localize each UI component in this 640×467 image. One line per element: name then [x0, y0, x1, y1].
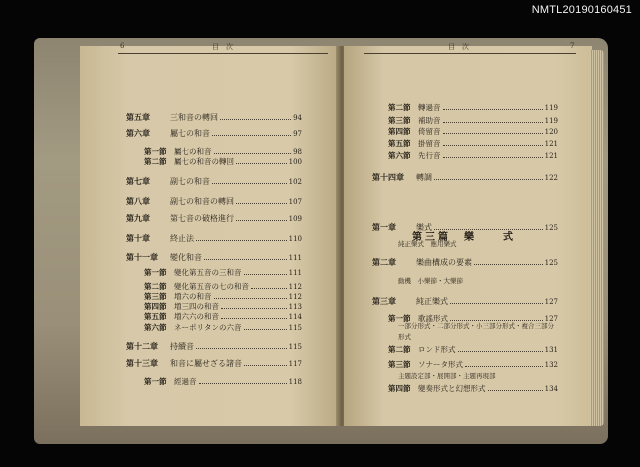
toc-page-number: 125 — [544, 224, 558, 232]
toc-title: 掛留音 — [418, 139, 441, 148]
toc-title: 純正樂式 — [416, 297, 448, 306]
toc-leader-dots — [443, 121, 543, 123]
toc-title: 樂曲構成の要素 — [416, 258, 472, 267]
toc-section-row[interactable] — [388, 138, 558, 149]
right-page-number: 7 — [570, 42, 575, 50]
toc-title: ネーポリタンの六音 — [174, 323, 242, 332]
toc-leader-dots — [251, 287, 287, 289]
toc-label: 第六章 — [126, 128, 150, 138]
toc-title: 持續音 — [170, 342, 194, 351]
toc-page-number: 111 — [288, 254, 302, 262]
toc-label: 第一節 — [144, 268, 167, 277]
toc-title: ソナータ形式 — [418, 360, 463, 369]
toc-label: 第十二章 — [126, 341, 158, 351]
toc-leader-dots — [488, 389, 543, 391]
toc-title: 轉調 — [416, 173, 432, 182]
toc-leader-dots — [434, 228, 543, 230]
toc-page-number: 110 — [288, 235, 302, 243]
toc-section-row[interactable] — [144, 322, 302, 333]
toc-leader-dots — [450, 302, 543, 304]
toc-chapter-row[interactable] — [372, 222, 558, 233]
toc-page-number: 113 — [288, 303, 302, 311]
toc-label: 第一節 — [144, 377, 167, 386]
toc-label: 第四節 — [388, 384, 411, 393]
toc-leader-dots — [212, 134, 291, 136]
toc-leader-dots — [220, 118, 291, 120]
left-page-number: 6 — [120, 42, 125, 50]
toc-section-row[interactable] — [388, 383, 558, 394]
toc-chapter-row[interactable] — [126, 341, 302, 352]
toc-page-number: 121 — [544, 140, 558, 148]
toc-label: 第一節 — [388, 314, 411, 323]
toc-section-row[interactable] — [144, 156, 302, 167]
toc-page-number: 97 — [293, 130, 302, 138]
toc-leader-dots — [236, 162, 287, 164]
toc-title: 屬七の和音 — [174, 147, 212, 156]
toc-page-number: 118 — [288, 378, 302, 386]
right-header-rule — [364, 53, 576, 54]
toc-label: 第一章 — [372, 222, 396, 232]
toc-title: 屬七の和音の轉回 — [174, 157, 234, 166]
toc-section-row[interactable] — [144, 376, 302, 387]
toc-leader-dots — [443, 144, 543, 146]
toc-label: 第五節 — [388, 139, 411, 148]
toc-page-number: 119 — [544, 117, 558, 125]
toc-chapter-row[interactable] — [372, 296, 558, 307]
toc-chapter-row[interactable] — [126, 252, 302, 263]
toc-title: 倚留音 — [418, 127, 441, 136]
toc-page-number: 107 — [288, 198, 302, 206]
toc-label: 第三節 — [144, 292, 167, 301]
toc-title: 和音に屬せざる諸音 — [170, 359, 242, 368]
toc-page-number: 100 — [288, 158, 302, 166]
toc-leader-dots — [236, 219, 287, 221]
toc-title: 終止法 — [170, 234, 194, 243]
toc-section-row[interactable] — [388, 102, 558, 113]
toc-chapter-row[interactable] — [126, 213, 302, 224]
toc-label: 第十三章 — [126, 358, 158, 368]
toc-title: 變化和音 — [170, 253, 202, 262]
toc-section-row[interactable] — [388, 150, 558, 161]
toc-title: 副七の和音の轉回 — [170, 197, 234, 206]
toc-page-number: 111 — [288, 269, 302, 277]
toc-chapter-row[interactable] — [372, 257, 558, 268]
toc-label: 第三節 — [388, 116, 411, 125]
toc-leader-dots — [474, 263, 543, 265]
toc-label: 第一節 — [144, 147, 167, 156]
toc-note: 主題設定部・展開部・主題再現部 — [398, 372, 496, 380]
toc-title: 經過音 — [174, 377, 197, 386]
toc-page-number: 131 — [544, 346, 558, 354]
toc-leader-dots — [244, 273, 287, 275]
toc-label: 第二節 — [144, 282, 167, 291]
toc-label: 第三節 — [388, 360, 411, 369]
right-page-header: 目 次 — [448, 43, 469, 51]
toc-label: 第十四章 — [372, 172, 404, 182]
left-page-header: 目 次 — [212, 43, 233, 51]
toc-leader-dots — [196, 347, 287, 349]
toc-page-number: 122 — [544, 174, 558, 182]
toc-page-number: 109 — [288, 215, 302, 223]
toc-page-number: 117 — [288, 360, 302, 368]
toc-chapter-row[interactable] — [126, 233, 302, 244]
toc-label: 第十一章 — [126, 252, 158, 262]
toc-leader-dots — [204, 258, 287, 260]
toc-leader-dots — [236, 202, 287, 204]
toc-leader-dots — [199, 382, 287, 384]
toc-label: 第四節 — [144, 302, 167, 311]
toc-title: 歌謠形式 — [418, 314, 448, 323]
toc-title: 變奏形式と幻想形式 — [418, 384, 486, 393]
toc-section-row[interactable] — [388, 115, 558, 126]
toc-title: 増六六の和音 — [174, 312, 219, 321]
toc-page-number: 127 — [544, 298, 558, 306]
page-edges — [590, 50, 604, 426]
toc-page-number: 120 — [544, 128, 558, 136]
toc-title: 増三四の和音 — [174, 302, 219, 311]
toc-leader-dots — [458, 350, 543, 352]
toc-chapter-row[interactable] — [126, 128, 302, 139]
toc-chapter-row[interactable] — [126, 112, 302, 123]
toc-title: 屬七の和音 — [170, 129, 210, 138]
toc-section-row[interactable] — [388, 359, 558, 370]
toc-page-number: 127 — [544, 315, 558, 323]
toc-leader-dots — [244, 364, 287, 366]
toc-leader-dots — [212, 182, 287, 184]
toc-section-row[interactable] — [144, 311, 302, 322]
toc-label: 第六節 — [144, 323, 167, 332]
toc-page-number: 134 — [544, 385, 558, 393]
toc-title: 變化第五音の七の和音 — [174, 282, 249, 291]
archive-id-label: NMTL20190160451 — [531, 4, 632, 16]
toc-title: 轉過音 — [418, 103, 441, 112]
toc-section-row[interactable] — [144, 267, 302, 278]
toc-label: 第十章 — [126, 233, 150, 243]
toc-label: 第九章 — [126, 213, 150, 223]
left-header-rule — [118, 53, 328, 54]
toc-title: 増六の和音 — [174, 292, 212, 301]
toc-label: 第八章 — [126, 196, 150, 206]
toc-section-row[interactable] — [388, 126, 558, 137]
toc-page-number: 121 — [544, 152, 558, 160]
toc-title: 變化第五音の三和音 — [174, 268, 242, 277]
toc-page-number: 94 — [293, 114, 302, 122]
toc-page-number: 115 — [288, 343, 302, 351]
toc-page-number: 102 — [288, 178, 302, 186]
toc-note: 動機 小樂節・大樂節 — [398, 277, 463, 285]
toc-title: 第七音の破格進行 — [170, 214, 234, 223]
toc-title: 先行音 — [418, 151, 441, 160]
toc-title: 三和音の轉回 — [170, 113, 218, 122]
toc-label: 第六節 — [388, 151, 411, 160]
toc-label: 第二節 — [388, 345, 411, 354]
toc-page-number: 132 — [544, 361, 558, 369]
toc-chapter-row[interactable] — [126, 196, 302, 207]
toc-label: 第二節 — [144, 157, 167, 166]
toc-leader-dots — [443, 132, 543, 134]
toc-page-number: 98 — [293, 148, 302, 156]
toc-chapter-row[interactable] — [126, 358, 302, 369]
toc-page-number: 114 — [288, 313, 302, 321]
toc-leader-dots — [214, 297, 287, 299]
toc-leader-dots — [214, 152, 292, 154]
toc-page-number: 112 — [288, 283, 302, 291]
toc-title: ロンド形式 — [418, 345, 456, 354]
toc-page-number: 119 — [544, 104, 558, 112]
part-title: 第三篇 樂 式 — [412, 232, 516, 243]
toc-label: 第三章 — [372, 296, 396, 306]
toc-label: 第四節 — [388, 127, 411, 136]
toc-label: 第五章 — [126, 112, 150, 122]
toc-leader-dots — [196, 239, 287, 241]
toc-leader-dots — [465, 365, 543, 367]
toc-leader-dots — [434, 178, 543, 180]
toc-title: 補助音 — [418, 116, 441, 125]
toc-note: 一部分形式・二部分形式・小三部分形式・複合三部分形式 — [398, 322, 554, 341]
toc-leader-dots — [443, 156, 543, 158]
toc-note: 純正樂式 應用樂式 — [398, 240, 457, 248]
toc-title: 樂式 — [416, 223, 432, 232]
toc-chapter-row[interactable] — [126, 176, 302, 187]
toc-label: 第二章 — [372, 257, 396, 267]
toc-leader-dots — [221, 317, 287, 319]
toc-label: 第五節 — [144, 312, 167, 321]
toc-chapter-row[interactable] — [372, 172, 558, 183]
toc-page-number: 125 — [544, 259, 558, 267]
toc-label: 第七章 — [126, 176, 150, 186]
toc-leader-dots — [221, 307, 287, 309]
toc-page-number: 115 — [288, 324, 302, 332]
toc-leader-dots — [443, 108, 543, 110]
toc-section-row[interactable] — [388, 344, 558, 355]
toc-title: 副七の和音 — [170, 177, 210, 186]
toc-page-number: 112 — [288, 293, 302, 301]
toc-leader-dots — [244, 328, 287, 330]
toc-label: 第二節 — [388, 103, 411, 112]
